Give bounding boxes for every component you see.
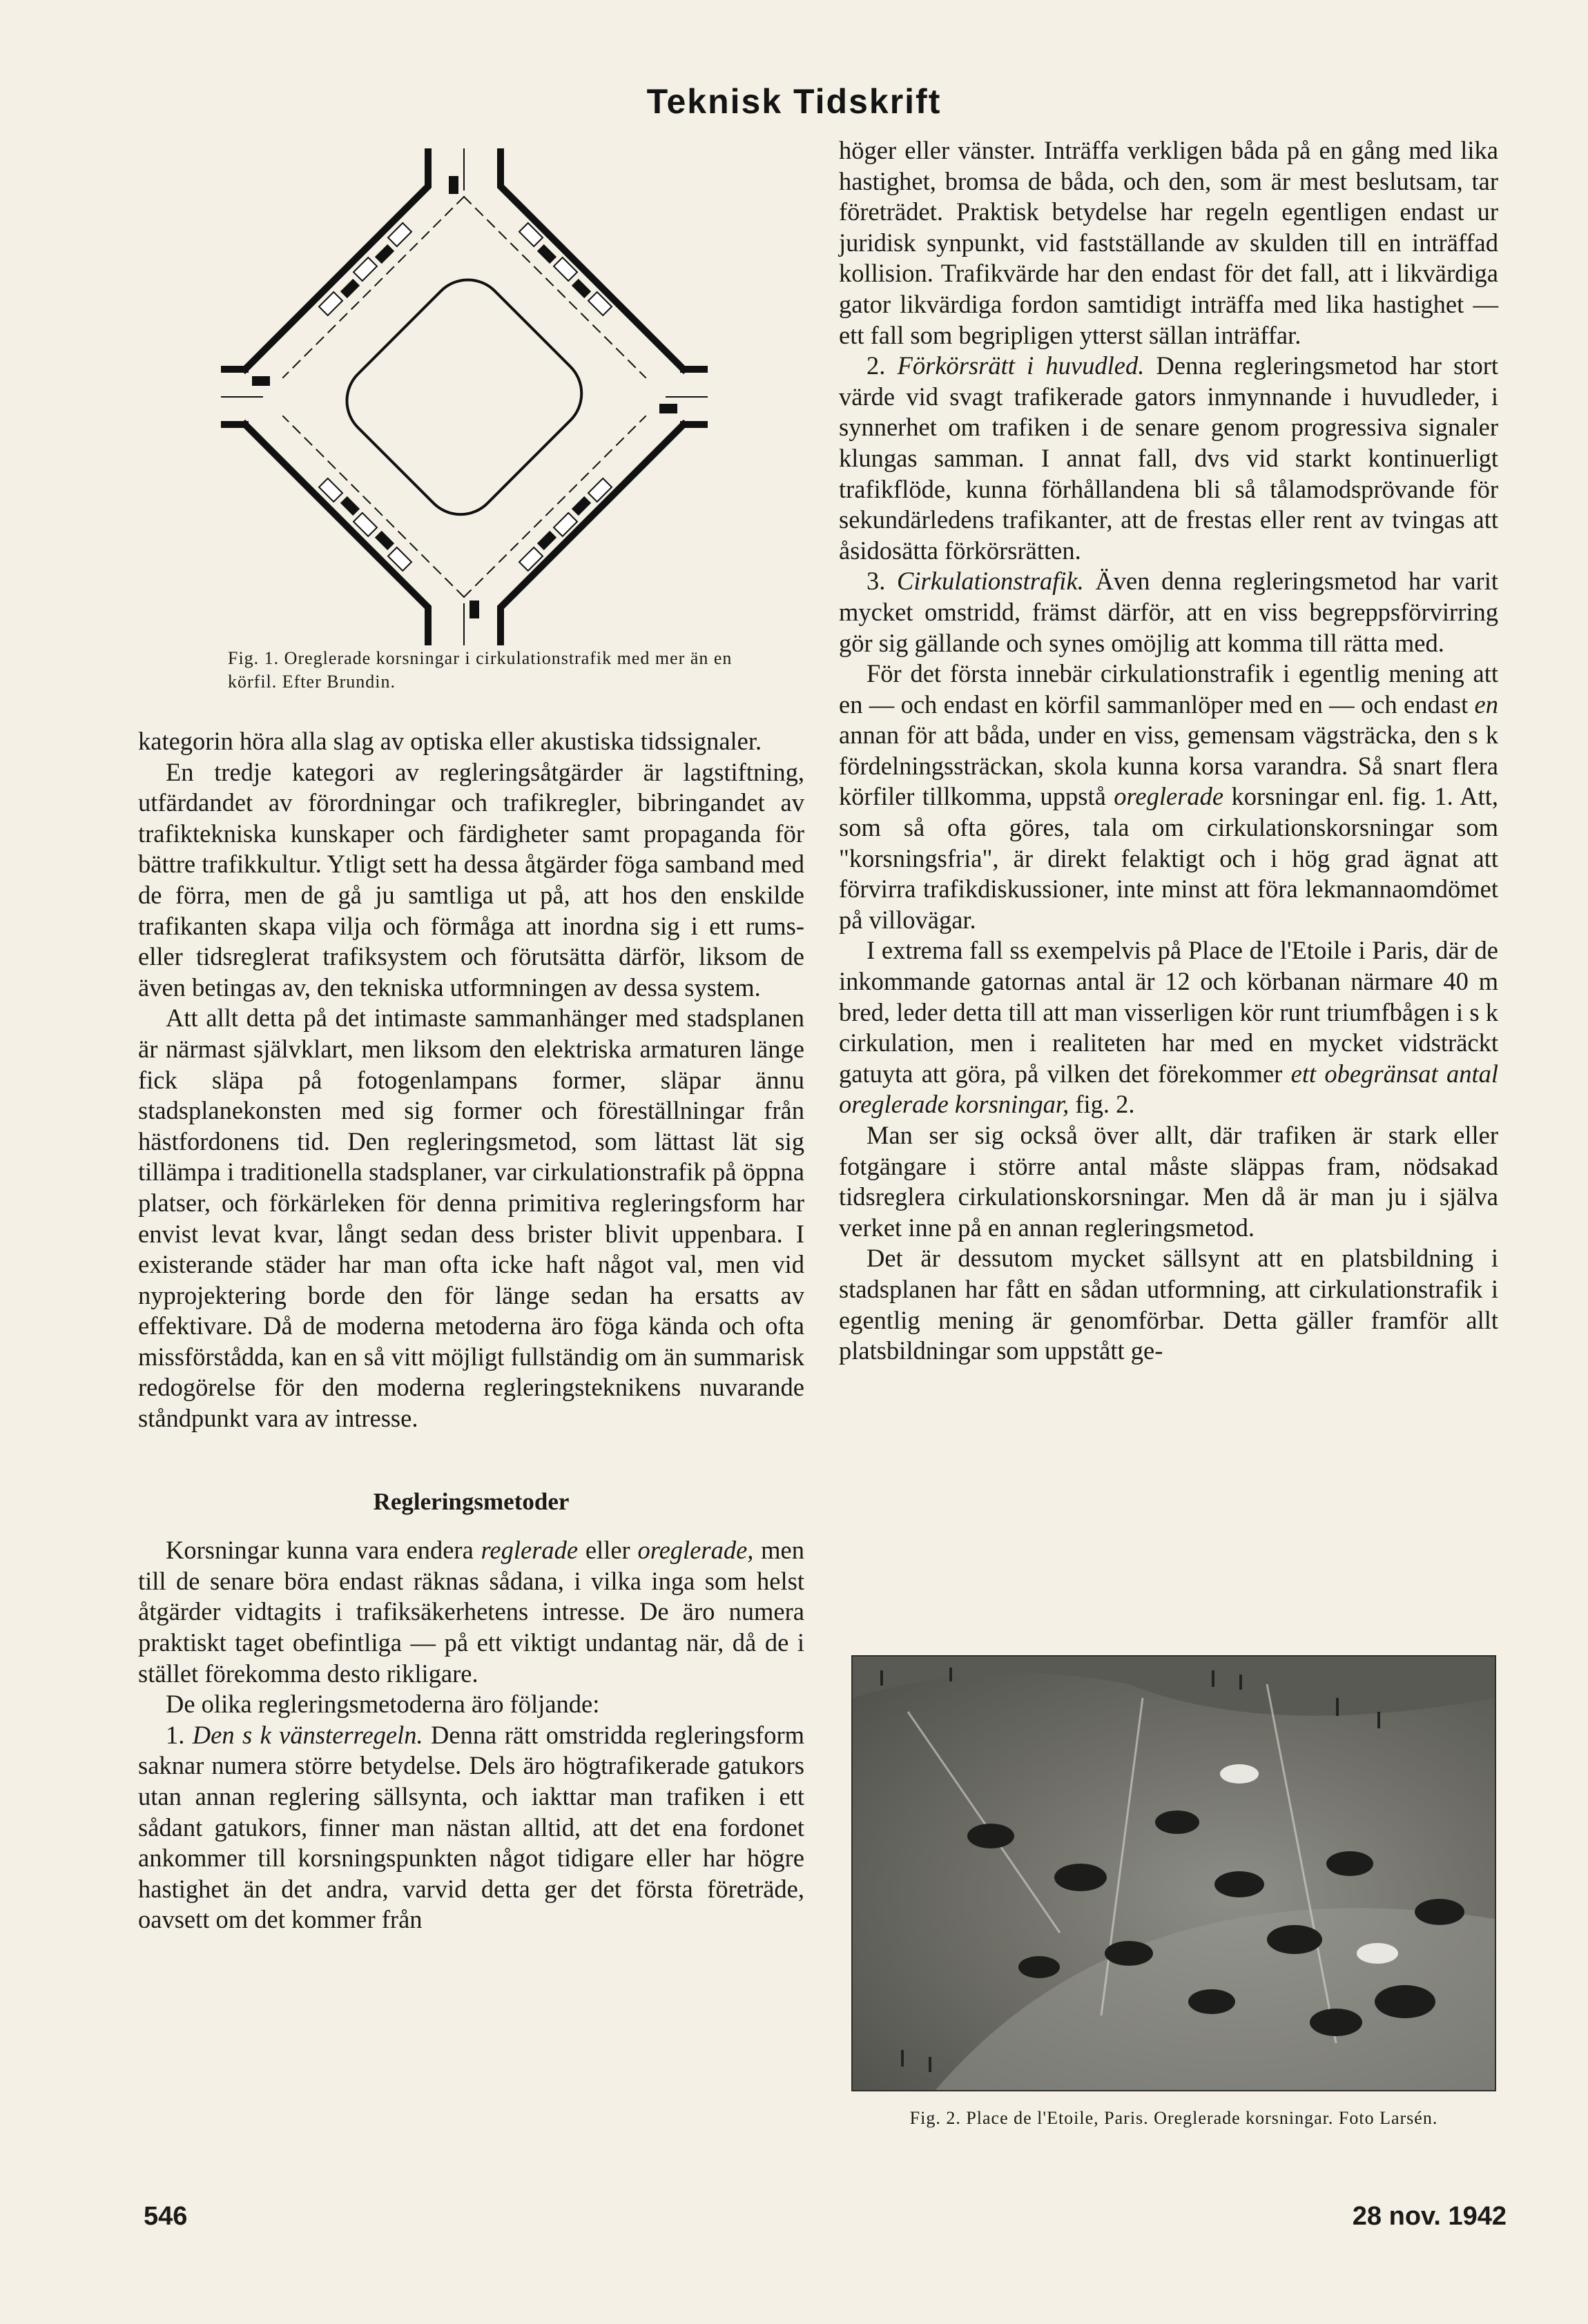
fig2-aerial-photo [851,1655,1496,2091]
paragraph: För det första innebär cirkulationstrafik i egentlig mening att en — och endast en körfil sammanlöper med en — och endast en annan för att båda, under en viss, gemensam vägsträcka, den s k fördelningssträckan, skola kunna korsa varandra. Så snart flera körfiler tillkomma, uppstå oreglerade korsningar enl. fig. 1. Att, som så ofta göres, tala om cirkulationskorsningar som "korsningsfria", är direkt felaktigt och i hög grad ägnat att förvirra trafikdiskussioner, inte minst att föra lekmannaomdömet på villovägar. [839,659,1498,934]
paragraph: 2. Förkörsrätt i huvudled. Denna regleringsmetod har stort värde vid svagt trafikerade gators inmynnande i huvudleder, i synnerhet om trafiken i de senare genom progressiva signaler klungas samman. I annat fall, dvs vid starkt kontinuerligt trafikflöde, kunna förhållandena bli så tålamodsprövande för sekundärledens trafikanter, att de frestas eller rent av tvingas att åsidosätta förkörsrätten. [839,351,1499,565]
paragraph: Att allt detta på det intimaste sammanhänger med stadsplanen är närmast självklart, men liksom den elektriska armaturen länge fick släpa på fotogenlampans former, släpar ännu stadsplanekonsten med sig former och föreställningar från hästfordonens tid. Den regleringsmetod, som lättast lät sig tillämpa i traditionella stadsplaner, var cirkulationstrafik på öppna platser, och förkärleken för denna primitiva regleringsform har envist levat kvar, långt sedan dess brister blivit uppenbara. I existerande städer har man ofta icke haft något val, men vid nyprojektering borde den för länge sedan ha ersatts av effektivare. Då de moderna metoderna äro föga kända och ofta missförstådda, kan en så vitt möjligt fullständig om än summarisk redogörelse för den moderna regleringsteknikens nuvarande ståndpunkt vara av intresse. [138,1004,804,1433]
paragraph: 3. Cirkulationstrafik. Även denna regleringsmetod har varit mycket omstridd, främst därför, att en viss begreppsförvirring gör sig gällande och synes omöjlig att komma till rätta med. [839,567,1498,657]
page-number: 546 [144,2202,188,2231]
paragraph: De olika regleringsmetoderna äro följande: [166,1690,600,1719]
road-edge-se [501,424,684,632]
paragraph: kategorin höra alla slag av optiska eller akustiska tidssignaler. [138,727,762,755]
paragraph: Korsningar kunna vara endera reglerade eller oreglerade, men till de senare böra endast räknas sådana, i vilka inga som helst åtgärder vidtagits i trafiksäkerhetens intresse. De äro numera praktiskt taget obefintliga — på ett viktigt undantag när, då de i stället förekomma desto rikligare. [138,1536,804,1688]
road-edge-nw [245,162,428,369]
paragraph: Det är dessutom mycket sällsynt att en platsbildning i stadsplanen har fått en sådan utformning, att cirkulationstrafik i egentlig mening är genomförbar. Detta gäller framför allt platsbildningar som uppstått ge- [839,1244,1498,1365]
paragraph: En tredje kategori av regleringsåtgärder är lagstiftning, utfärdandet av förordningar och trafikregler, bibringandet av trafiktekniska kunskaper och färdigheter samt propaganda för bättre trafikkultur. Ytligt sett ha dessa åtgärder föga samband med de förra, men de gå ju samtliga ut på, att hos den enskilde trafikanten skapa vilja och förmåga att inordna sig i ett rums- eller tidsreglerat trafiksystem och förutsätta därför, liksom de även betingas av, den tekniska utformningen av dessa system. [138,757,804,1002]
road-edge-ne [501,162,684,369]
journal-masthead: Teknisk Tidskrift [646,82,942,121]
paragraph: I extrema fall ss exempelvis på Place de l'Etoile i Paris, där de inkommande gatornas antal är 12 och körbanan närmare 40 m bred, leder detta till att man visserligen kör runt triumfbågen i s k cirkulation, men i realiteten har med en mycket vidsträckt gatuyta att göra, på vilken det förekommer ett obegränsat antal oreglerade korsningar, fig. 2. [839,936,1498,1119]
paragraph: höger eller vänster. Inträffa verkligen båda på en gång med lika hastighet, bromsa de båda, och den, som är mest beslutsam, tar företrädet. Praktisk betydelse har regeln egentligen endast ur juridisk synpunkt, vid fastställande av skulden till en inträffad kollision. Trafikvärde har den endast för det fall, att i likvärdiga gator likvärdiga fordon samtidigt inträffa med lika hastighet — ett fall som begripligen ytterst sällan inträffar. [839,136,1498,349]
road-edge-sw [245,424,428,632]
left-column [138,726,804,1935]
paragraph: 1. Den s k vänsterregeln. Denna rätt omstridda regleringsform saknar numera större betydelse. Dels äro högtrafikerade gatukors utan annan reglering sällsynta, och iakttar man trafiken i ett sådant gatukors, finner man nästan alltid, att det ena fordonet ankommer till korsningspunkten något tidigare eller har högre hastighet än det andra, varvid detta ger det första företräde, oavsett om det kommer från [138,1720,805,1934]
paragraph: Man ser sig också över allt, där trafiken är stark eller fotgängare i större antal måste släppas fram, nödsakad tidsreglera cirkulationskorsningar. Men då är man ju i själva verket inne på en annan regleringsmetod. [839,1121,1498,1242]
fig2-photo-content [853,1657,1495,2090]
section-heading: Regleringsmetoder [373,1487,570,1515]
fig1-caption: Fig. 1. Oreglerade korsningar i cirkulationstrafik med mer än en körfil. Efter Brundin. [228,648,733,692]
central-island [331,264,597,530]
issue-date: 28 nov. 1942 [1352,2202,1507,2231]
fig1-roundabout-diagram [221,148,708,645]
right-column [839,135,1498,1367]
fig2-caption: Fig. 2. Place de l'Etoile, Paris. Oreglerade korsningar. Foto Larsén. [909,2108,1438,2128]
